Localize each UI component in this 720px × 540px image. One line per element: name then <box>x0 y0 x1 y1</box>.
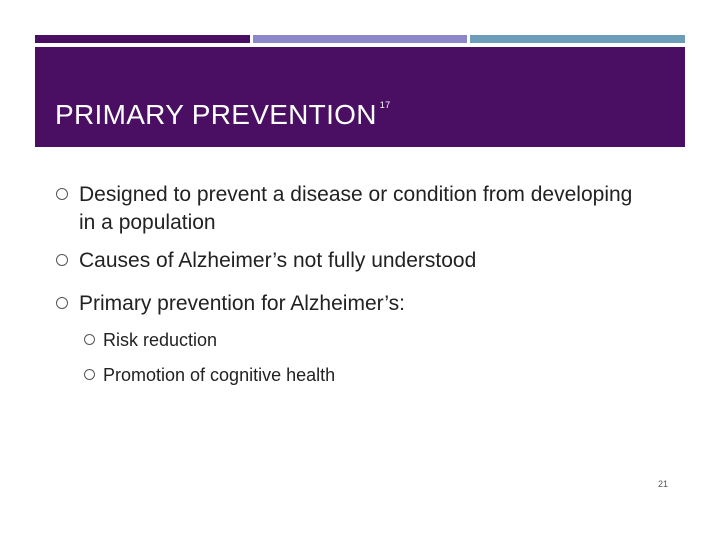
page-number: 21 <box>657 479 668 489</box>
sub-bullet-text: Promotion of cognitive health <box>103 365 336 385</box>
bullet-text: Designed to prevent a disease or condition from developing in a population <box>79 183 633 234</box>
bullet-text: Primary prevention for Alzheimer’s: <box>79 292 406 315</box>
bullet-item <box>54 247 654 275</box>
bullet-item <box>54 181 654 237</box>
bullet-item <box>54 290 654 387</box>
slide-title <box>55 99 390 131</box>
hollow-circle-icon <box>84 334 95 345</box>
bullet-list <box>54 181 654 398</box>
accent-stripe-purple <box>35 35 250 43</box>
accent-stripe-blue <box>470 35 685 43</box>
sub-bullet-text: Risk reduction <box>103 330 218 350</box>
bullet-text: Causes of Alzheimer’s not fully understood <box>79 249 477 272</box>
title-footnote-number: 17 <box>379 100 391 110</box>
hollow-circle-icon <box>56 297 68 309</box>
hollow-circle-icon <box>84 369 95 380</box>
title-band <box>35 47 685 147</box>
accent-stripe-lavender <box>253 35 467 43</box>
slide-title-text: PRIMARY PREVENTION <box>55 99 377 130</box>
hollow-circle-icon <box>56 254 68 266</box>
sub-bullet-item <box>79 328 654 352</box>
sub-bullet-item <box>79 363 654 387</box>
hollow-circle-icon <box>56 188 68 200</box>
sub-bullet-list <box>79 328 654 387</box>
